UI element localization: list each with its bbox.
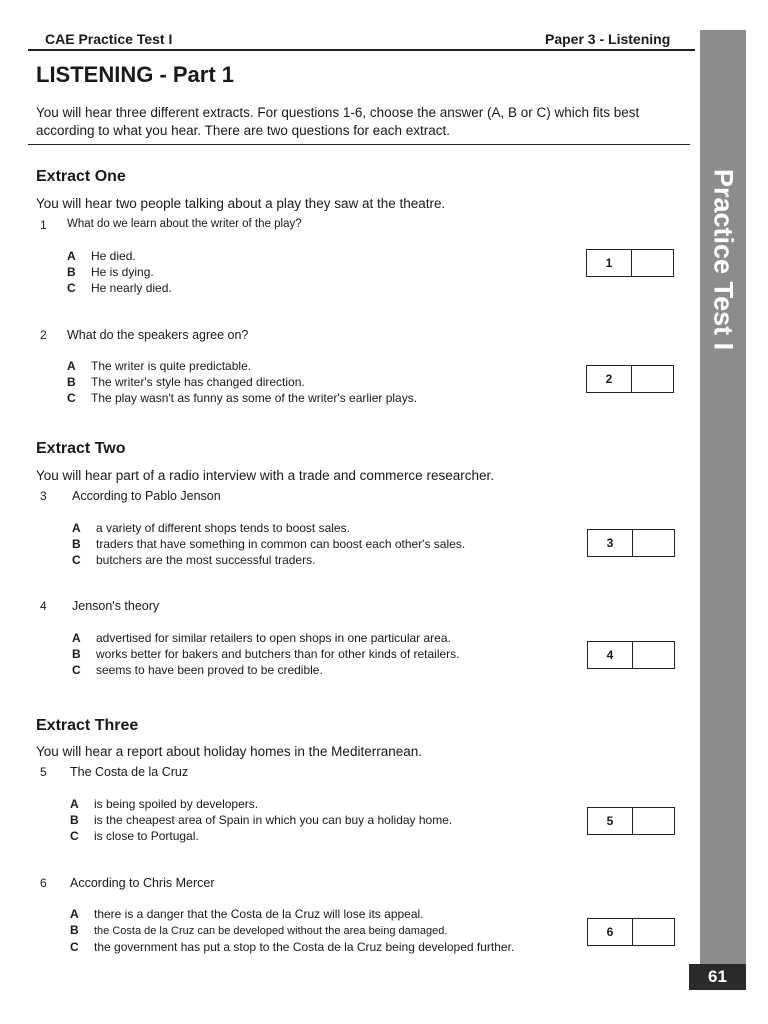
instructions-rule xyxy=(28,144,690,145)
page-number: 61 xyxy=(689,964,746,990)
question-stem: What do the speakers agree on? xyxy=(67,328,249,342)
answer-box-1[interactable]: 1 xyxy=(586,249,674,277)
extract-one-title: Extract One xyxy=(36,168,126,185)
option: A advertised for similar retailers to open shops in one particular area. B works better for bakers and butchers than for other kinds of retailers. C seems to have been proved to be credible. xyxy=(72,631,460,677)
question-number: 2 xyxy=(40,328,47,342)
option: A a variety of different shops tends to boost sales. B traders that have something in common can boost each other's sales. C butchers are the most successful traders. xyxy=(72,521,466,567)
answer-box-3[interactable]: 3 xyxy=(587,529,675,557)
answer-box-6[interactable]: 6 xyxy=(587,918,675,946)
question-number: 4 xyxy=(40,599,47,613)
question-stem: Jenson's theory xyxy=(72,599,160,613)
answer-box-2[interactable]: 2 xyxy=(586,365,674,393)
extract-one-intro: You will hear two people talking about a play they saw at the theatre. xyxy=(36,196,446,211)
extract-three-intro: You will hear a report about holiday homes in the Mediterranean. xyxy=(36,744,422,759)
option: A is being spoiled by developers. B is the cheapest area of Spain in which you can buy a holiday home. C is close to Portugal. xyxy=(70,797,453,843)
question-number: 1 xyxy=(40,218,47,232)
header-paper-name: Paper 3 - Listening xyxy=(545,31,671,47)
question-number: 3 xyxy=(40,489,47,503)
answer-box-5[interactable]: 5 xyxy=(587,807,675,835)
question-stem: The Costa de la Cruz xyxy=(70,765,189,779)
header-rule xyxy=(28,49,695,51)
extract-two-title: Extract Two xyxy=(36,440,126,457)
side-tab-label: Practice Test I xyxy=(708,169,739,351)
answer-box-4[interactable]: 4 xyxy=(587,641,675,669)
question-number: 6 xyxy=(40,876,47,890)
question-stem: What do we learn about the writer of the play? xyxy=(67,218,302,230)
question-number: 5 xyxy=(40,765,47,779)
option: A there is a danger that the Costa de la Cruz will lose its appeal. B the Costa de la Cruz can be developed without the area being damaged. C the government has put a stop to the Costa de la Cruz being developed further. xyxy=(70,907,515,954)
header-test-name: CAE Practice Test I xyxy=(45,31,173,47)
page-title: LISTENING - Part 1 xyxy=(36,62,235,87)
option: A He died. B He is dying. C He nearly died. xyxy=(67,249,172,295)
instructions: You will hear three different extracts. For questions 1-6, choose the answer (A, B or C) which fits best according to what you hear. There are two questions for each extract. xyxy=(36,105,640,138)
question-stem: According to Pablo Jenson xyxy=(72,489,221,503)
extract-three-title: Extract Three xyxy=(36,717,139,734)
extract-two-intro: You will hear part of a radio interview with a trade and commerce researcher. xyxy=(36,468,494,483)
question-stem: According to Chris Mercer xyxy=(70,876,215,890)
option: A The writer is quite predictable. B The writer's style has changed direction. C The play wasn't as funny as some of the writer's earlier plays. xyxy=(67,359,418,405)
